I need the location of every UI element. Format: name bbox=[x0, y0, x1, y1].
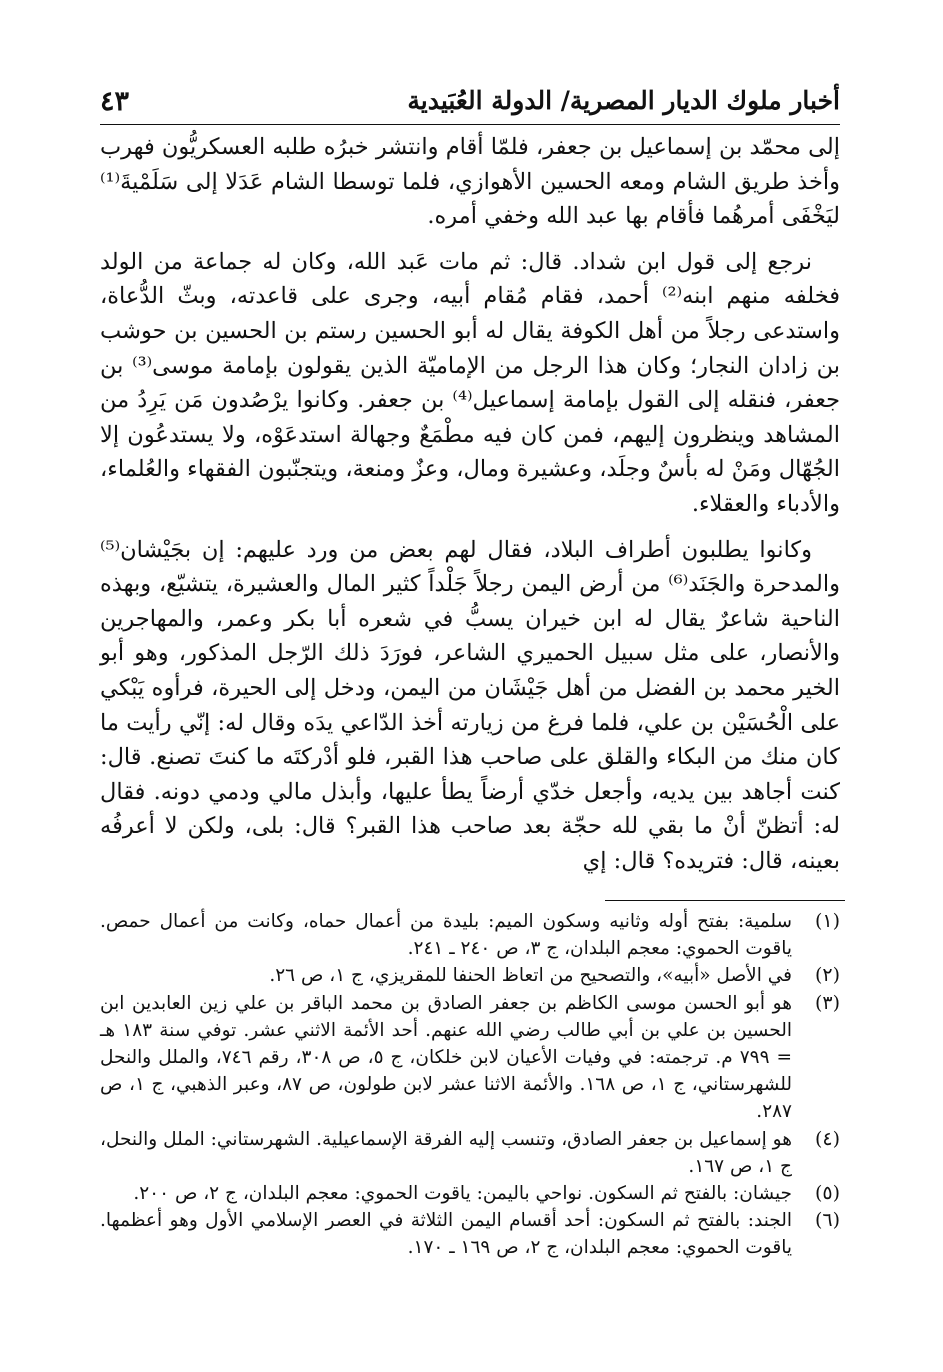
footnote-marker: (٢) bbox=[814, 964, 840, 987]
footnote-marker: (١) bbox=[814, 910, 840, 932]
footnote-text: في الأصل «أبيه»، والتصحيح من اتعاظ الحنفا للمقريزي، ج ١، ص ٢٦. bbox=[269, 965, 792, 987]
paragraph-1: إلى محمّد بن إسماعيل بن جعفر، فلمّا أقام وانتشر خبرُه طلبه العسكريُّون فهرب وأخذ طريق الشام ومعه الحسين الأهوازي، فلما توسطا الشام عَدَلا إلى سَلَمْيةَ⁽¹⁾ ليَخْفَى أمرهُما فأقام بها عبد الله وخفي أمره. bbox=[100, 134, 840, 230]
footnote-6 bbox=[100, 1207, 840, 1261]
footnote-marker: (٤) bbox=[814, 1127, 840, 1150]
footnote-text: الجند: بالفتح ثم السكون: أحد أقسام اليمن الثلاثة في العصر الإسلامي الأول وهو أعظمها. ياقوت الحموي: معجم البلدان، ج ٢، ص ١٦٩ ـ ١٧٠. bbox=[100, 1210, 792, 1259]
footnote-text: جيشان: بالفتح ثم السكون. نواحي باليمن: ياقوت الحموي: معجم البلدان، ج ٢، ص ٢٠٠. bbox=[133, 1183, 792, 1205]
page-header bbox=[100, 80, 840, 120]
page-number: ٤٣ bbox=[100, 86, 130, 117]
footnote-text: هو أبو الحسن موسى الكاظم بن جعفر الصادق بن محمد الباقر بن علي زين العابدين ابن الحسين بن علي بن أبي طالب رضي الله عنهم. أحد الأئمة الاثني عشر. توفي سنة ١٨٣ هـ = ٧٩٩ م. ترجمته: في وفيات الأعيان لابن خلكان، ج ٥، ص ٣٠٨، رقم ٧٤٦، والملل والنحل للشهرستاني، ج ١، ص ١٦٨. والأئمة الاثنا عشر لابن طولون، ص ٨٧، وعبر الذهبي، ج ١، ص ٢٨٧. bbox=[100, 992, 793, 1123]
main-text bbox=[100, 130, 840, 878]
paragraph-3: وكانوا يطلبون أطراف البلاد، فقال لهم بعض من ورد عليهم: إن بجَيْشان⁽⁵⁾ والمدحرة والجَنَد⁽⁶⁾ من أرض اليمن رجلاً جَلْداً كثير المال والعشيرة، يتشيّع، وبهذه الناحية شاعرٌ يقال له ابن خيران يسبُّ في شعره أبا بكر وعمر، والمهاجرين والأنصار، على مثل سبيل الحميري الشاعر، فورَدَ ذلك الرّجل المذكور، وهو أبو الخير محمد بن الفضل من أهل جَيْشَان من اليمن، ودخل إلى الحيرة، فرأوه يَبْكي على الْحُسَيْن بن علي، فلما فرغ من زيارته أخذ الدّاعي يدَه وقال له: إنّي رأيت ما كان منك من البكاء والقلق على صاحب هذا القبر، فلو أدْركتَه ما كنتَ تصنع. قال: كنت أجاهد بين يديه، وأجعل خدّي أرضاً يطأ عليها، وأبذل مالي ودمي دونه. فقال له: أتظنّ أنْ ما بقي لله حجّة بعد صاحب هذا القبر؟ قال: بلى، ولكن لا أعرفُه بعينه، قال: فتريده؟ قال: إي bbox=[100, 536, 840, 874]
running-title: أخبار ملوك الديار المصرية/ الدولة العُبَيدية bbox=[407, 86, 840, 115]
header-rule bbox=[100, 124, 840, 125]
footnote-1 bbox=[100, 908, 840, 962]
footnote-marker: (٥) bbox=[814, 1182, 840, 1205]
footnote-separator bbox=[605, 900, 845, 901]
footnote-5 bbox=[100, 1180, 840, 1207]
footnote-text: هو إسماعيل بن جعفر الصادق، وتنسب إليه الفرقة الإسماعيلية. الشهرستاني: الملل والنحل، ج ١، ص ١٦٧. bbox=[100, 1128, 792, 1177]
footnote-marker: (٦) bbox=[814, 1209, 840, 1232]
footnote-4 bbox=[100, 1126, 840, 1180]
footnote-marker: (٣) bbox=[814, 991, 840, 1014]
footnote-3 bbox=[100, 990, 840, 1126]
footnotes bbox=[100, 908, 840, 1262]
footnote-2 bbox=[100, 962, 840, 989]
footnote-text: سلمية: بفتح أوله وثانيه وسكون الميم: بليدة من أعمال حماه، وكانت من أعمال حمص. ياقوت الحموي: معجم البلدان، ج ٣، ص ٢٤٠ ـ ٢٤١. bbox=[100, 911, 792, 960]
paragraph-2: نرجع إلى قول ابن شداد. قال: ثم مات عَبد الله، وكان له جماعة من الولد فخلفه منهم ابنه⁽²⁾ أحمد، فقام مُقام أبيه، وجرى على قاعدته، وبثّ الدُّعاة، واستدعى رجلاً من أهل الكوفة يقال له أبو الحسين رستم بن الحسين بن حوشب بن زادان النجار؛ وكان هذا الرجل من الإماميّة الذين يقولون بإمامة موسى⁽³⁾ بن جعفر، فنقله إلى القول بإمامة إسماعيل⁽⁴⁾ بن جعفر. وكانوا يرْصُدون مَن يَرِدُ من المشاهد وينظرون إليهم، فمن كان فيه مطْمَعٌ وجهالة استدعَوْه، ولا يستدعُون إلا الجُهّال ومَنْ له بأسٌ وجلَد، وعشيرة ومال، وعزٌ ومنعة، ويتجنّبون الفقهاء والعُلماء، والأدباء والعقلاء. bbox=[100, 248, 840, 517]
